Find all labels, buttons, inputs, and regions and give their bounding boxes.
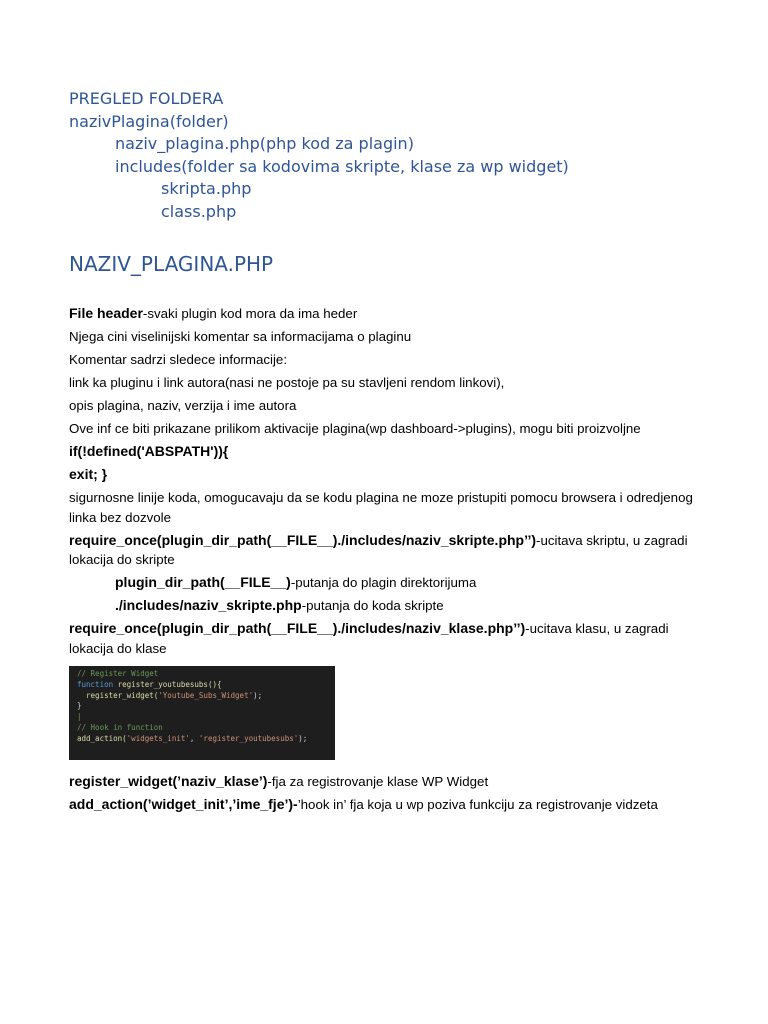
outline-title: PREGLED FOLDERA: [69, 89, 224, 108]
plugin-dir-path-line: [69, 573, 709, 593]
code-call: add_action(: [77, 733, 127, 743]
code-exit-line: exit; }: [69, 466, 108, 482]
code-punct: );: [298, 733, 308, 743]
code-string: 'Youtube_Subs_Widget': [158, 690, 254, 700]
outline-folder: nazivPlagina(folder): [69, 111, 229, 131]
outline-includes: includes(folder sa kodovima skripte, klase za wp widget): [115, 156, 569, 176]
register-widget-code: register_widget(’naziv_klase’): [69, 773, 268, 789]
file-header-line: [69, 304, 709, 324]
paragraph-line: Komentar sadrzi sledece informacije:: [69, 352, 288, 367]
outline-main-file: naziv_plagina.php(php kod za plagin): [115, 134, 414, 153]
document-body: [69, 304, 709, 818]
require-class-desc: -ucitava klasu, u zagradi lokacija do klase: [69, 621, 669, 656]
require-script-code: require_once(plugin_dir_path(__FILE__)./includes/naziv_skripte.php’’): [69, 531, 537, 548]
folder-outline: [69, 88, 569, 223]
security-note: sigurnosne linije koda, omogucavaju da se kodu plagina ne moze pristupiti pomocu browsera i odredjenog linka bez dozvole: [69, 490, 693, 525]
code-punct: );: [253, 690, 263, 700]
code-punct: ,: [189, 733, 199, 743]
add-action-line: [69, 795, 709, 815]
plugin-dir-path-desc: -putanja do plagin direktorijuma: [290, 575, 477, 590]
register-widget-line: [69, 772, 709, 792]
file-header-term: File header: [69, 305, 143, 321]
require-script-desc: -ucitava skriptu, u zagradi lokacija do skripte: [69, 532, 688, 567]
require-class-code: require_once(plugin_dir_path(__FILE__)./includes/naziv_klase.php’’): [69, 620, 526, 636]
section-heading: NAZIV_PLAGINA.PHP: [69, 252, 274, 276]
code-string: 'register_youtubesubs': [198, 733, 299, 743]
paragraph-line: link ka pluginu i link autora(nasi ne postoje pa su stavljeni rendom linkovi),: [69, 375, 505, 390]
code-comment: // Register Widget: [77, 669, 159, 678]
add-action-desc: ’hook in’ fja koja u wp poziva funkciju za registrovanje vidzeta: [297, 797, 658, 812]
code-comment: // Hook in function: [77, 722, 163, 732]
code-if-line: if(!defined('ABSPATH')){: [69, 443, 229, 459]
code-call: register_widget(: [77, 690, 159, 700]
code-function-name: register_youtubesubs(){: [113, 679, 222, 689]
file-header-desc: -svaki plugin kod mora da ima heder: [142, 306, 358, 321]
code-brace: }: [77, 701, 82, 711]
script-path-line: [69, 596, 709, 616]
require-class-line: [69, 619, 709, 658]
script-path-code: ./includes/naziv_skripte.php: [115, 597, 302, 613]
add-action-code: add_action(’widget_init’,’ime_fje’)-: [69, 796, 298, 812]
outline-script-file: skripta.php: [161, 179, 252, 198]
code-keyword: function: [77, 679, 114, 689]
require-script-line: [69, 531, 709, 570]
script-path-desc: -putanja do koda skripte: [301, 598, 444, 613]
plugin-dir-path-code: plugin_dir_path(__FILE__): [115, 574, 291, 590]
code-cursor: |: [77, 712, 82, 722]
paragraph-line: Ove inf ce biti prikazane prilikom aktivacije plagina(wp dashboard->plugins), mogu biti proizvoljne: [69, 421, 641, 436]
code-string: 'widgets_init': [126, 733, 190, 743]
paragraph-line: Njega cini viselinijski komentar sa informacijama o plaginu: [69, 329, 412, 344]
register-widget-desc: -fja za registrovanje klase WP Widget: [267, 774, 489, 789]
paragraph-line: opis plagina, naziv, verzija i ime autora: [69, 398, 297, 413]
outline-class-file: class.php: [161, 201, 237, 221]
code-screenshot: [69, 666, 335, 760]
